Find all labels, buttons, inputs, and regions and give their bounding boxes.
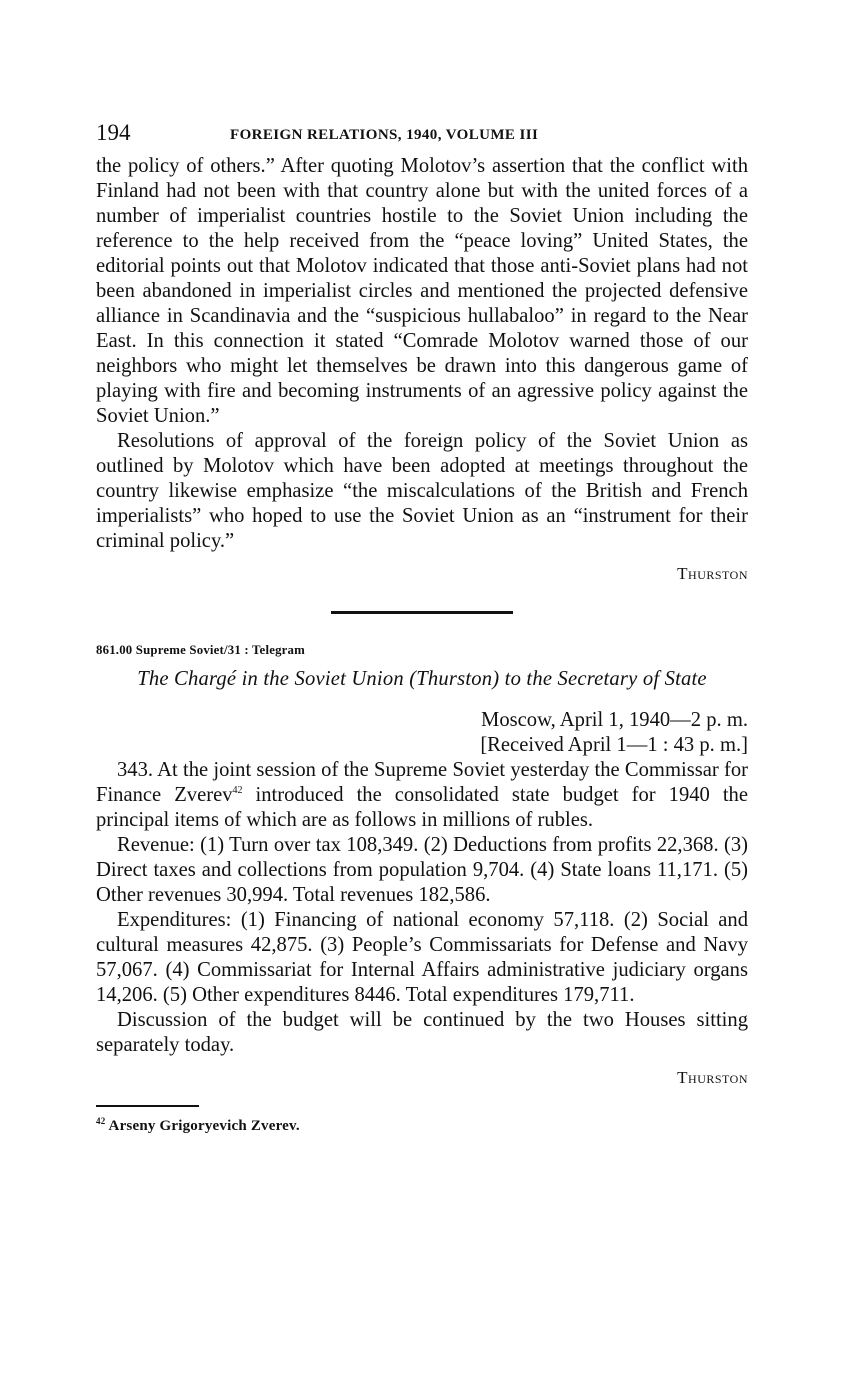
signature-thurston-1: Thurston [677, 564, 748, 583]
page-number: 194 [96, 120, 131, 145]
telegram-paragraph-343-end: introduced the consolidated state budget for 1940 the principal items of which are as follows in millions of rubles. [96, 784, 748, 831]
telegram-paragraph-343-start: 343. At the joint session of the Supreme Soviet yesterday the Commissar for Finance Zverev [96, 759, 748, 806]
footnote-number: 42 [96, 1116, 106, 1126]
resolutions-paragraph: Resolutions of approval of the foreign policy of the Soviet Union as outlined by Molotov which have been adopted at meetings throughout the country likewise emphasize “the miscalculations of the British and French imperialists” who hoped to use the Soviet Union as an “instrument for their criminal policy.” [96, 430, 748, 552]
file-reference: 861.00 Supreme Soviet/31 : Telegram [96, 643, 306, 657]
document-title: The Chargé in the Soviet Union (Thurston) to the Secretary of State [137, 668, 707, 690]
footnote-divider [96, 1105, 199, 1107]
dateline-received: [Received April 1—1 : 43 p. m.] [480, 734, 748, 756]
telegram-paragraph-343 [96, 758, 748, 833]
footnote-42 [96, 1115, 748, 1137]
running-head [96, 118, 748, 154]
dateline [96, 708, 748, 758]
document-page [96, 118, 748, 1137]
section-divider [331, 611, 513, 614]
footnote-text: Arseny Grigoryevich Zverev. [108, 1118, 300, 1134]
expenditures-paragraph: Expenditures: (1) Financing of national economy 57,118. (2) Social and cultural measures 42,875. (3) People’s Commissariats for Defense and Navy 57,067. (4) Commissariat for Internal Affairs administrative judiciary organs 14,206. (5) Other expenditures 8446. Total expenditures 179,711. [96, 909, 748, 1006]
revenue-paragraph: Revenue: (1) Turn over tax 108,349. (2) Deductions from profits 22,368. (3) Direct taxes and collections from population 9,704. (4) State loans 11,171. (5) Other revenues 30,994. Total revenues 182,586. [96, 834, 748, 906]
signature-thurston-2: Thurston [677, 1068, 748, 1087]
discussion-paragraph: Discussion of the budget will be continued by the two Houses sitting separately today. [96, 1009, 748, 1056]
dateline-sent: Moscow, April 1, 1940—2 p. m. [481, 709, 748, 731]
running-title: FOREIGN RELATIONS, 1940, VOLUME III [230, 127, 539, 143]
footnote-reference[interactable]: 42 [232, 785, 243, 797]
continued-paragraph: the policy of others.” After quoting Molotov’s assertion that the conflict with Finland had not been with that country alone but with the united forces of a number of imperialist countries hostile to the Soviet Union including the reference to the help received from the “peace loving” United States, the editorial points out that Molotov indicated that those anti-Soviet plans had not been abandoned in imperialist circles and mentioned the projected defensive alliance in Scandinavia and the “suspicious hullabaloo” in regard to the Near East. In this connection it stated “Comrade Molotov warned those of our neighbors who might let themselves be drawn into this dangerous game of playing with fire and becoming instruments of an agressive policy against the Soviet Union.” [96, 155, 748, 427]
